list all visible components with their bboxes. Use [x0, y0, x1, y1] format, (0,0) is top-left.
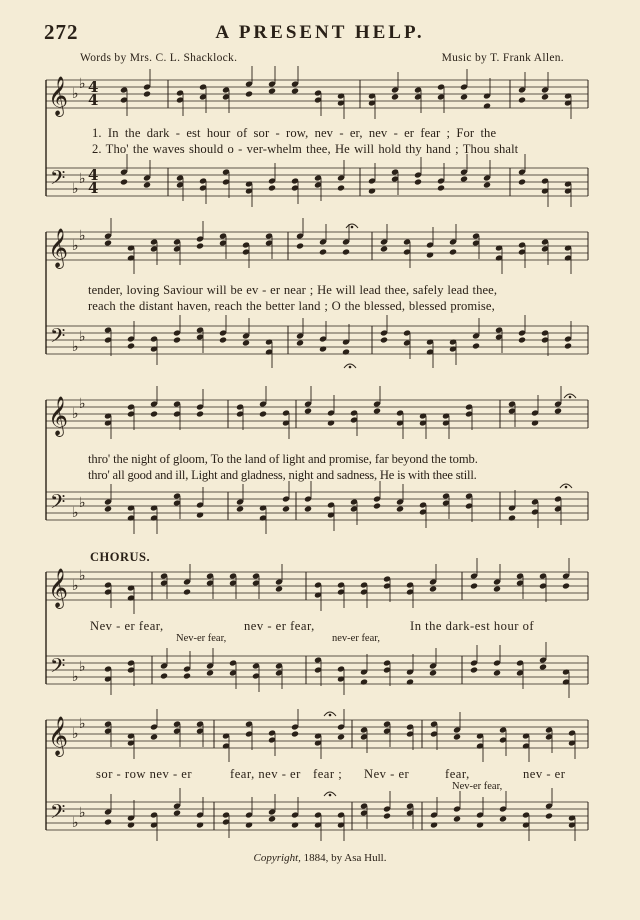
chorus-bass-lyric-1b: nev-er fear,: [332, 633, 380, 644]
note-head: [483, 181, 491, 188]
note-head: [499, 815, 507, 822]
note-head: [196, 242, 204, 249]
chorus-lyric-2d: Nev - er: [364, 767, 410, 781]
note-head: [236, 505, 244, 512]
note-head: [508, 514, 516, 521]
note-head: [342, 248, 350, 255]
note-head: [493, 669, 501, 676]
note-head: [429, 669, 437, 676]
treble-clef-icon: 𝄞: [48, 396, 69, 436]
note-head: [460, 93, 468, 100]
flat-icon: ♭: [79, 495, 86, 511]
chorus-lyric-1a: Nev - er fear,: [90, 619, 164, 633]
flat-icon: ♭: [79, 228, 86, 244]
note-head: [429, 585, 437, 592]
note-head: [373, 407, 381, 414]
note-head: [518, 96, 526, 103]
music-credit: Music by T. Frank Allen.: [441, 52, 564, 64]
note-head: [206, 669, 214, 676]
flat-icon: ♭: [79, 171, 86, 187]
note-head: [319, 345, 327, 352]
note-head: [196, 410, 204, 417]
chorus-lyric-1c: In the dark-est hour of: [410, 619, 535, 633]
treble-clef-icon: 𝄞: [48, 716, 69, 756]
chorus-bass-lyric-2a: Nev-er fear,: [452, 781, 503, 792]
treble-clef-icon: 𝄞: [48, 228, 69, 268]
note-head: [430, 821, 438, 828]
flat-icon: ♭: [79, 396, 86, 412]
flat-icon: ♭: [79, 329, 86, 345]
bass-clef-icon: 𝄢: [50, 324, 66, 352]
verse1-line1: 1. In the dark - est hour of sor - row, nev - er, nev - er fear ; For the: [92, 126, 497, 140]
treble-clef-icon: 𝄞: [48, 76, 69, 116]
note-head: [539, 663, 547, 670]
bass-clef-icon: 𝄢: [50, 800, 66, 828]
note-head: [304, 407, 312, 414]
note-head: [554, 407, 562, 414]
note-head: [470, 582, 478, 589]
note-head: [196, 821, 204, 828]
note-head: [476, 821, 484, 828]
flat-icon: ♭: [72, 86, 79, 102]
note-head: [275, 585, 283, 592]
note-head: [541, 93, 549, 100]
flat-icon: ♭: [79, 568, 86, 584]
note-head: [460, 175, 468, 182]
verse1-line2: tender, loving Saviour will be ev - er near ; He will lead thee, safely lead thee,: [88, 283, 498, 297]
chorus-bass-lyric-1a: Nev-er fear,: [176, 633, 227, 644]
note-head: [268, 815, 276, 822]
note-head: [268, 87, 276, 94]
note-head: [453, 733, 461, 740]
flat-icon: ♭: [72, 406, 79, 422]
note-head: [383, 812, 391, 819]
flat-icon: ♭: [79, 716, 86, 732]
note-head: [296, 339, 304, 346]
note-head: [268, 184, 276, 191]
note-head: [173, 809, 181, 816]
note-head: [406, 678, 414, 685]
note-head: [104, 239, 112, 246]
note-head: [291, 87, 299, 94]
verse2-line1: 2. Tho' the waves should o - ver-whelm thee, He will hold thy hand ; Thou shalt: [92, 142, 519, 156]
note-head: [518, 336, 526, 343]
note-head: [104, 818, 112, 825]
note-head: [380, 336, 388, 343]
note-head: [449, 248, 457, 255]
flat-icon: ♭: [79, 76, 86, 92]
note-head: [291, 821, 299, 828]
note-head: [545, 812, 553, 819]
note-head: [337, 184, 345, 191]
note-head: [245, 821, 253, 828]
note-head: [319, 248, 327, 255]
chorus-lyric-2e: fear,: [445, 767, 470, 781]
note-head: [127, 821, 135, 828]
fermata-dot: [565, 486, 568, 489]
note-head: [160, 672, 168, 679]
note-head: [437, 184, 445, 191]
flat-icon: ♭: [72, 669, 79, 685]
note-head: [470, 666, 478, 673]
note-head: [150, 733, 158, 740]
fermata-dot: [569, 396, 572, 399]
flat-icon: ♭: [72, 578, 79, 594]
chorus-lyric-2f: nev - er: [523, 767, 566, 781]
note-head: [196, 511, 204, 518]
note-head: [564, 342, 572, 349]
note-head: [304, 505, 312, 512]
time-signature: 4: [88, 166, 99, 184]
flat-icon: ♭: [72, 505, 79, 521]
note-head: [127, 342, 135, 349]
note-head: [143, 181, 151, 188]
note-head: [373, 502, 381, 509]
note-head: [327, 419, 335, 426]
note-head: [493, 585, 501, 592]
chorus-lyric-2a: sor - row nev - er: [96, 767, 193, 781]
note-head: [120, 178, 128, 185]
fermata-dot: [329, 714, 332, 717]
flat-icon: ♭: [79, 659, 86, 675]
note-head: [143, 90, 151, 97]
flat-icon: ♭: [72, 238, 79, 254]
note-head: [453, 815, 461, 822]
fermata-dot: [351, 226, 354, 229]
verse2-line2: reach the distant haven, reach the better land ; O the blessed, blessed promise,: [88, 299, 495, 313]
note-head: [150, 410, 158, 417]
note-head: [219, 336, 227, 343]
note-head: [296, 242, 304, 249]
note-head: [282, 505, 290, 512]
flat-icon: ♭: [72, 815, 79, 831]
verse1-line3: thro' the night of gloom, To the land of light and promise, far beyond the tomb.: [88, 452, 478, 466]
flat-icon: ♭: [79, 805, 86, 821]
note-head: [391, 93, 399, 100]
note-head: [562, 582, 570, 589]
flat-icon: ♭: [72, 181, 79, 197]
chorus-lyric-1b: nev - er fear,: [244, 619, 315, 633]
note-head: [183, 672, 191, 679]
note-head: [337, 733, 345, 740]
note-head: [104, 505, 112, 512]
bass-clef-icon: 𝄢: [50, 490, 66, 518]
time-signature: 4: [88, 91, 99, 109]
note-head: [426, 251, 434, 258]
time-signature: 4: [88, 179, 99, 197]
fermata-dot: [329, 794, 332, 797]
copyright-word: Copyright,: [253, 852, 301, 864]
time-signature: 4: [88, 78, 99, 96]
note-head: [531, 419, 539, 426]
hymn-title: A PRESENT HELP.: [215, 22, 425, 43]
note-head: [414, 178, 422, 185]
note-head: [483, 102, 491, 109]
chorus-lyric-2c: fear ;: [313, 767, 343, 781]
words-credit: Words by Mrs. C. L. Shacklock.: [80, 52, 238, 64]
copyright-notice: [0, 852, 640, 864]
copyright-rest: 1884, by Asa Hull.: [303, 852, 387, 864]
note-head: [472, 342, 480, 349]
treble-clef-icon: 𝄞: [48, 568, 69, 608]
bass-clef-icon: 𝄢: [50, 166, 66, 194]
verse2-line3: thro' all good and ill, Light and gladness, night and sadness, He is with thee still.: [88, 468, 477, 482]
chorus-lyric-2b: fear, nev - er: [230, 767, 301, 781]
note-head: [518, 178, 526, 185]
note-head: [242, 339, 250, 346]
note-head: [396, 505, 404, 512]
bass-clef-icon: 𝄢: [50, 654, 66, 682]
note-head: [360, 678, 368, 685]
flat-icon: ♭: [72, 339, 79, 355]
note-head: [368, 187, 376, 194]
note-head: [259, 410, 267, 417]
chorus-label: CHORUS.: [90, 550, 151, 564]
flat-icon: ♭: [72, 726, 79, 742]
note-head: [380, 245, 388, 252]
fermata-dot: [349, 366, 352, 369]
note-head: [245, 90, 253, 97]
note-head: [183, 588, 191, 595]
note-head: [342, 348, 350, 355]
note-head: [291, 730, 299, 737]
page-number: 272: [44, 20, 79, 44]
note-head: [173, 336, 181, 343]
